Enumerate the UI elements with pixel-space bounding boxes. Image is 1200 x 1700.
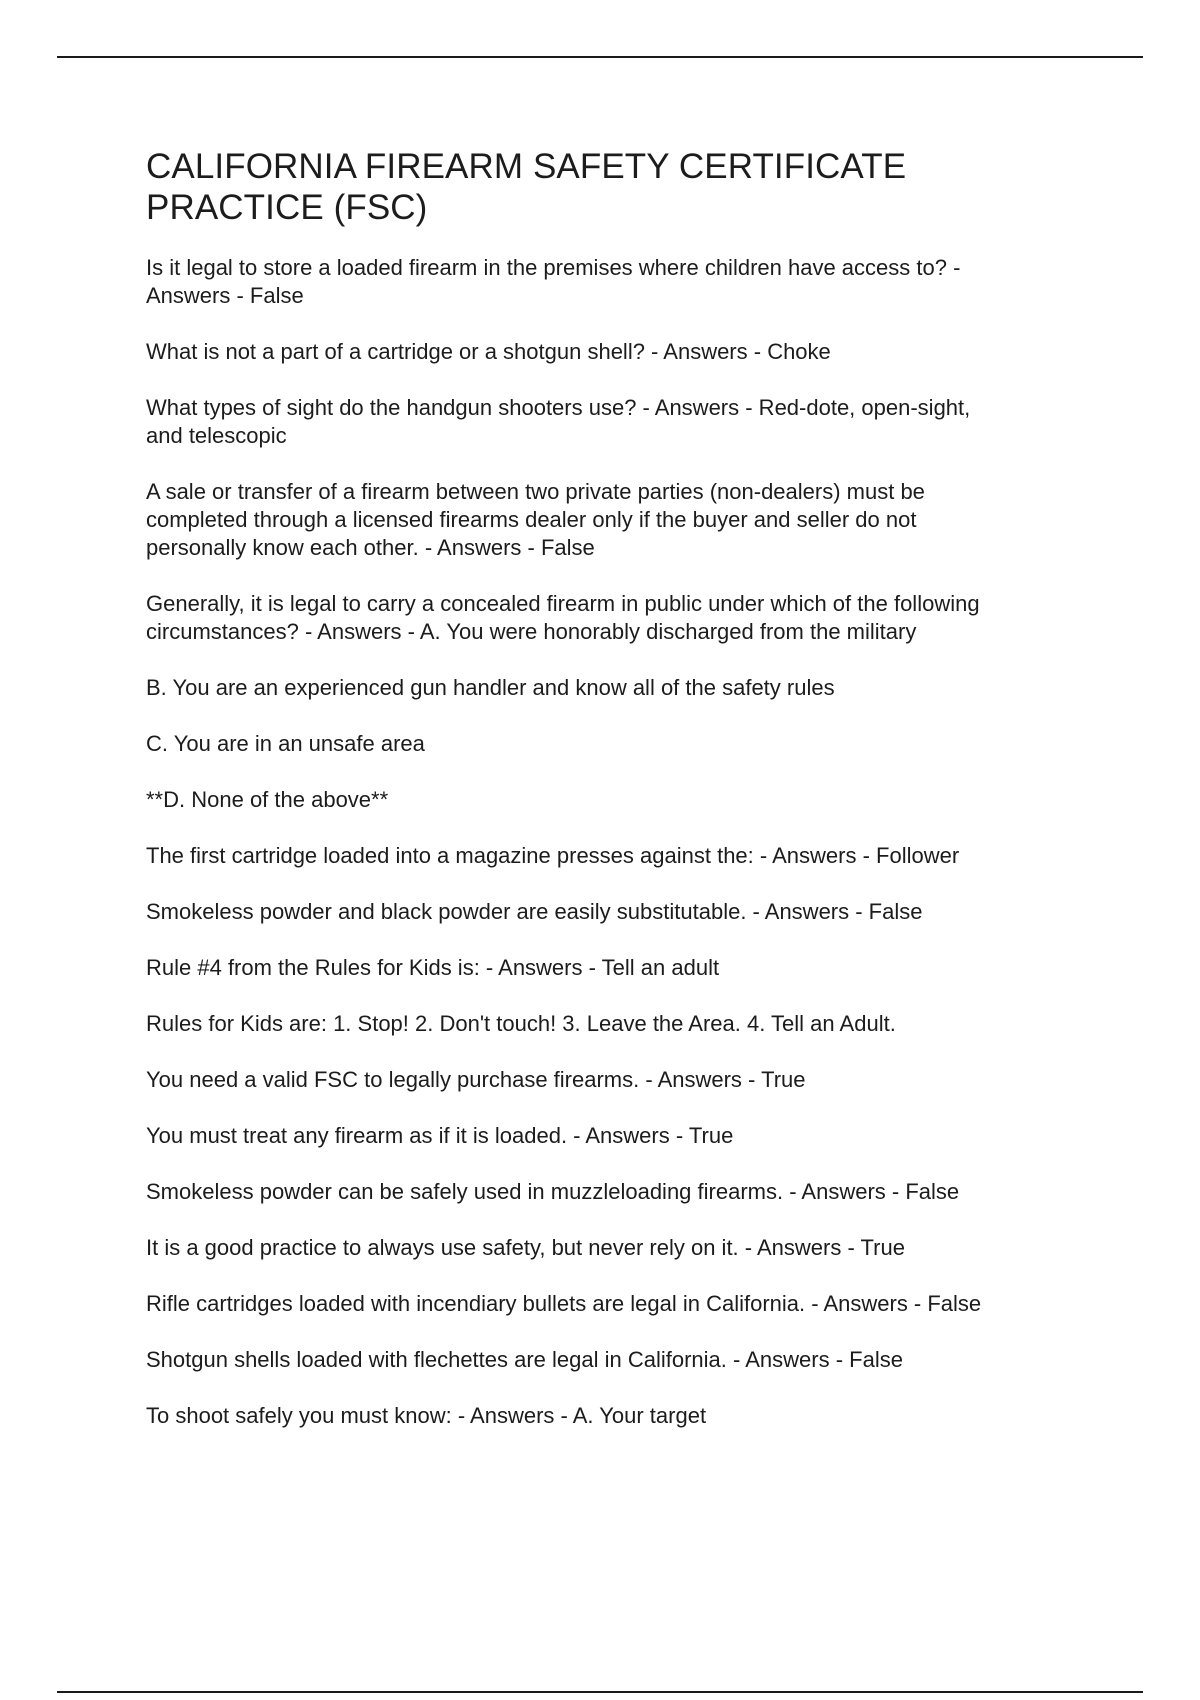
qa-entry-line: Smokeless powder and black powder are easily substitutable. - Answers - False bbox=[146, 899, 923, 924]
document-title bbox=[146, 146, 1086, 228]
document-title-line-2: PRACTICE (FSC) bbox=[146, 188, 428, 227]
header-rule bbox=[57, 56, 1143, 58]
document-title-line-1: CALIFORNIA FIREARM SAFETY CERTIFICATE bbox=[146, 147, 907, 186]
qa-entry bbox=[146, 1346, 1086, 1374]
qa-entry-line: B. You are an experienced gun handler and know all of the safety rules bbox=[146, 675, 835, 700]
qa-entry-line: To shoot safely you must know: - Answers - A. Your target bbox=[146, 1403, 707, 1428]
qa-entry bbox=[146, 1290, 1086, 1318]
qa-entry-line: Rule #4 from the Rules for Kids is: - Answers - Tell an adult bbox=[146, 955, 720, 980]
qa-entry-line: C. You are in an unsafe area bbox=[146, 731, 425, 756]
qa-entry bbox=[146, 1122, 1086, 1150]
qa-entry-line: It is a good practice to always use safety, but never rely on it. - Answers - True bbox=[146, 1235, 905, 1260]
qa-entry bbox=[146, 254, 1086, 310]
qa-entry-line: The first cartridge loaded into a magazine presses against the: - Answers - Follower bbox=[146, 843, 960, 868]
qa-entry-line: What types of sight do the handgun shooters use? - Answers - Red-dote, open-sight, bbox=[146, 395, 971, 420]
qa-option bbox=[146, 786, 1086, 814]
qa-entry-line: You must treat any firearm as if it is loaded. - Answers - True bbox=[146, 1123, 734, 1148]
qa-entry bbox=[146, 1402, 1086, 1430]
qa-entry-line: Generally, it is legal to carry a concealed firearm in public under which of the following bbox=[146, 591, 980, 616]
qa-entry bbox=[146, 590, 1086, 646]
qa-entry-line: Answers - False bbox=[146, 283, 304, 308]
qa-entry bbox=[146, 1178, 1086, 1206]
document-body bbox=[146, 146, 1086, 1458]
qa-list bbox=[146, 254, 1086, 1430]
qa-entry-line: circumstances? - Answers - A. You were honorably discharged from the military bbox=[146, 619, 917, 644]
footer-rule bbox=[57, 1691, 1143, 1693]
qa-entry bbox=[146, 394, 1086, 450]
qa-entry-line: Shotgun shells loaded with flechettes are legal in California. - Answers - False bbox=[146, 1347, 903, 1372]
qa-entry-line: personally know each other. - Answers - False bbox=[146, 535, 595, 560]
qa-entry-line: and telescopic bbox=[146, 423, 287, 448]
qa-entry bbox=[146, 338, 1086, 366]
qa-entry-line: **D. None of the above** bbox=[146, 787, 389, 812]
qa-entry bbox=[146, 1010, 1086, 1038]
qa-entry-line: A sale or transfer of a firearm between two private parties (non-dealers) must be bbox=[146, 479, 925, 504]
qa-option bbox=[146, 674, 1086, 702]
qa-entry-line: Smokeless powder can be safely used in muzzleloading firearms. - Answers - False bbox=[146, 1179, 960, 1204]
qa-entry-line: You need a valid FSC to legally purchase firearms. - Answers - True bbox=[146, 1067, 806, 1092]
qa-entry bbox=[146, 842, 1086, 870]
qa-entry-line: Rifle cartridges loaded with incendiary bullets are legal in California. - Answers - False bbox=[146, 1291, 982, 1316]
qa-entry bbox=[146, 898, 1086, 926]
qa-entry-line: Rules for Kids are: 1. Stop! 2. Don't touch! 3. Leave the Area. 4. Tell an Adult. bbox=[146, 1011, 896, 1036]
qa-entry-line: completed through a licensed firearms dealer only if the buyer and seller do not bbox=[146, 507, 917, 532]
qa-entry-line: Is it legal to store a loaded firearm in the premises where children have access to? - bbox=[146, 255, 961, 280]
qa-entry bbox=[146, 1066, 1086, 1094]
qa-entry bbox=[146, 478, 1086, 562]
qa-option bbox=[146, 730, 1086, 758]
qa-entry bbox=[146, 1234, 1086, 1262]
qa-entry-line: What is not a part of a cartridge or a shotgun shell? - Answers - Choke bbox=[146, 339, 831, 364]
qa-entry bbox=[146, 954, 1086, 982]
